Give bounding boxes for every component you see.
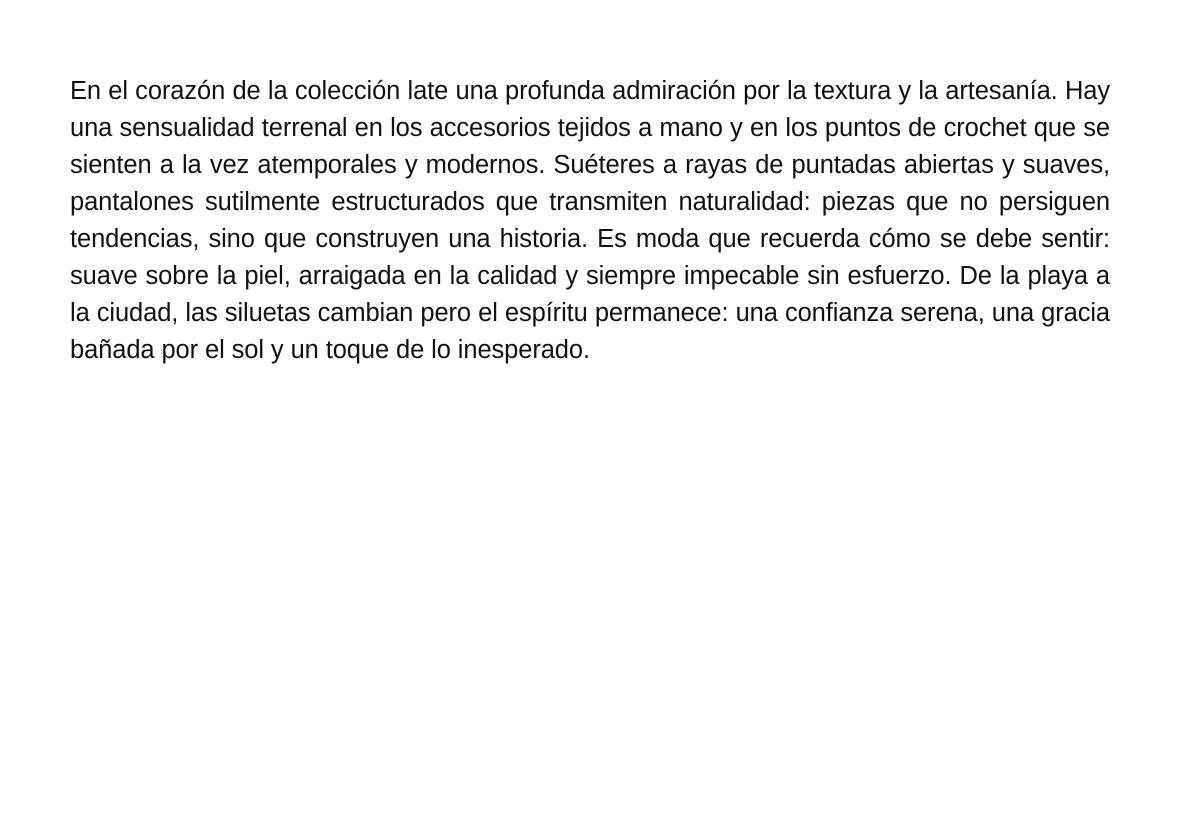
body-paragraph: En el corazón de la colección late una profunda admiración por la textura y la artesanía. Hay una sensualidad terrenal en los accesorios tejidos a mano y en los puntos de crochet que se sienten a la vez atemporales y modernos. Suéteres a rayas de puntadas abiertas y suaves, pantalones sutilmente estructurados que transmiten naturalidad: piezas que no persiguen tendencias, sino que construyen una historia. Es moda que recuerda cómo se debe sentir: suave sobre la piel, arraigada en la calidad y siempre impecable sin esfuerzo. De la playa a la ciudad, las siluetas cambian pero el espíritu permanece: una confianza serena, una gracia bañada por el sol y un toque de lo inesperado.: [70, 77, 1110, 364]
